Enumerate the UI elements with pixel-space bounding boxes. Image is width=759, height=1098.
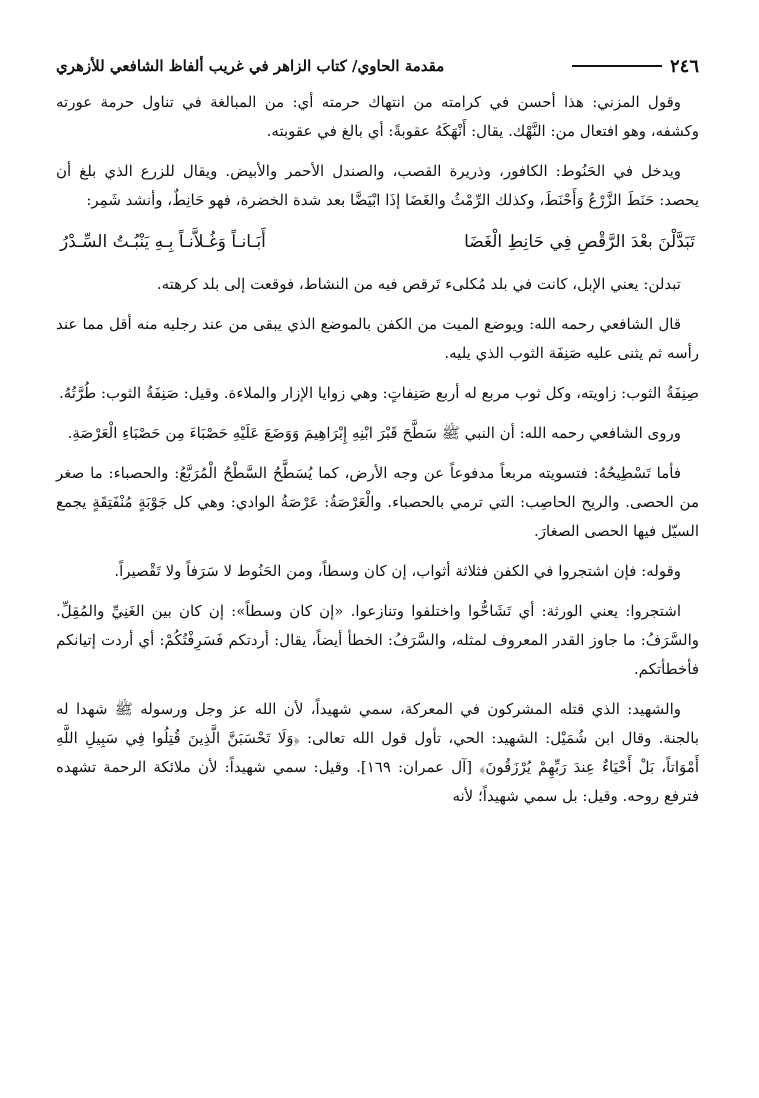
verse-second-hemistich: أَبَـانـاً وَغُـلاَّنـاً بِـهِ يَنْبُـتُ السِّـدْرُ [60,232,266,252]
poetry-verse [56,226,699,258]
paragraph-ishtajaru: وقوله: فإن اشتجروا في الكفن فثلاثة أثواب، إن كان وسطاً، ومن الحَنُوط لا سَرَفاً ولا تَقْصيراً. [114,562,681,580]
verse-first-hemistich: تَبَدَّلْنَ بعْدَ الرَّقْصِ فِي حَانِطِ الْغَضَا [464,232,695,252]
paragraph-sinfa: صِنِفَةُ الثوب: زاويته، وكل ثوب مربع له أربع صَنِفاتٍ: وهي زوايا الإزار والملاءة. وقيل: صَنِفَةُ الثوب: طُرَّتُهُ. [59,384,699,402]
header-rule [572,65,662,67]
paragraph-muzani: وقول المزني: هذا أحسن في كرامته من انتهاك حرمته أي: من المبالغة في تناول حرمة عورته وكشفه، وهو افتعال من: النَّهْك. يقال: أَنْهَكَهُ عقوبةً: أي بالغ في عقوبته. [56,93,699,140]
paragraph-hanut: ويدخل في الحَنُوط: الكافور، وذريرة القصب، والصندل الأحمر والأبيض. ويقال للزرع الذي بلغ أن يحصد: حَنَطَ الزَّرْعُ وَأَحْنَطَ، وكذلك الرِّمْثُ والغَضَا إذَا ابْيَضَّا بعد شدة الخضرة، فهو حَانِطٌ، وأنشد شَمِر: [56,162,699,209]
paragraph-tabaddalna: تبدلن: يعني الإبل، كانت في بلد مُكلىء تَرقص فيه من النشاط، فوقعت إلى بلد كرهته. [156,275,681,293]
paragraph-tasteeh-hadith: وروى الشافعي رحمه الله: أن النبي ﷺ سَطَّحَ قَبْرَ ابْنِهِ إِبْرَاهِيمَ وَوَضَعَ عَلَيْهِ حَصْبَاءَ مِن حَصْبَاءِ الْعَرْصَةِ. [67,424,681,442]
paragraph-shafii-kafan: قال الشافعي رحمه الله: ويوضع الميت من الكفن بالموضع الذي يبقى من عند رجليه منه أقل مما عند رأسه ثم يثنى عليه صَنِفَة الثوب الذي يليه. [56,315,699,362]
paragraph-ishtajaru-explained: اشتجروا: يعني الورثة: أي تَشَاحُّوا واختلفوا وتنازعوا. «إن كان وسطاً»: إن كان بين الغَنِيِّ والمُقِلِّ. والسَّرَفُ: ما جاوز القدر المعروف لمثله، والسَّرَفُ: الخطأ أيضاً، يقال: أردتكم فَسَرِفْتُكُمْ: أي أردت إتيانكم فأخطأتكم. [56,602,699,678]
running-title: مقدمة الحاوي/ كتاب الزاهر في غريب ألفاظ الشافعي للأزهري [56,57,445,75]
paragraph-shahid: والشهيد: الذي قتله المشركون في المعركة، سمي شهيداً، لأن الله عز وجل ورسوله ﷺ شهدا له بالجنة. وقال ابن شُمَيْل: الشهيد: الحي، تأول قول الله تعالى: ﴿وَلَا تَحْسَبَنَّ الَّذِينَ قُتِلُوا فِي سَبِيلِ اللَّهِ أَمْوَاتاً، بَلْ أَحْيَاءٌ عِندَ رَبِّهِمْ يُرْزَقُونَ﴾ [آل عمران: ١٦٩]. وقيل: سمي شهيداً: لأن ملائكة الرحمة تشهده فترفع روحه. وقيل: بل سمي شهيداً؛ لأنه [56,700,699,805]
page-number: ٢٤٦ [669,55,699,77]
running-header [56,52,699,80]
paragraph-tasteeh: فأما تَسْطِيحُهُ: فتسويته مربعاً مدفوعاً عن وجه الأرض، كما يُسَطَّحُ السَّطْحُ الْمُرَبَّعُ: والحصباء: ما صغر من الحصى. والريح الحاصِب: التي ترمي بالحصباء. والْعَرْصَةُ: عَرْصَةُ الوادي: وهي كل جَوْبَةٍ مُنْفَتِقَةٍ يجمع السيّل فيها الحصى الصغارَ. [56,464,699,540]
